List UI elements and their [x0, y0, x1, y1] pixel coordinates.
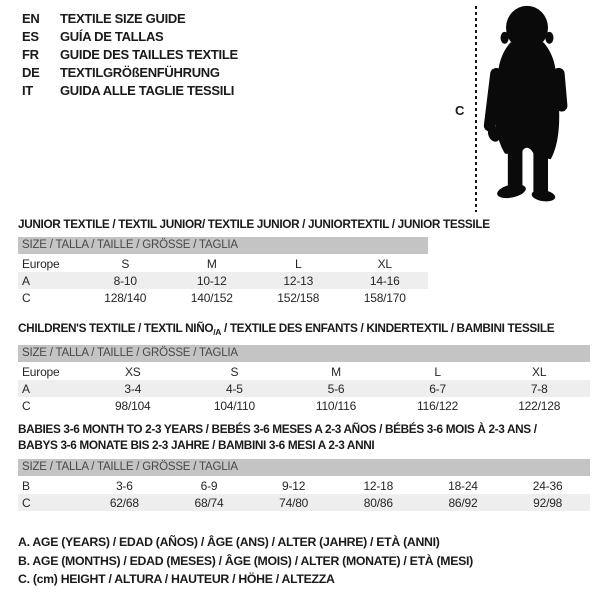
height-measure-label: C — [455, 103, 465, 118]
junior-size-header-bar: SIZE / TALLA / TAILLE / GRÖSSE / TAGLIA — [18, 237, 428, 254]
language-row-de — [22, 64, 238, 82]
table-row — [18, 494, 590, 511]
junior-size-table — [18, 255, 428, 306]
size-value: 4-5 — [184, 380, 286, 397]
size-value: 122/128 — [518, 398, 561, 413]
table-row — [18, 397, 590, 414]
children-section-title — [18, 321, 554, 335]
language-list — [22, 10, 238, 100]
language-code: DE — [22, 65, 40, 80]
size-value: 104/110 — [213, 398, 255, 413]
children-title-suffix: / TEXTILE DES ENFANTS / KINDERTEXTIL / BAMBINI TESSILE — [221, 321, 555, 335]
size-value: 116/122 — [417, 398, 459, 413]
table-row — [18, 363, 590, 380]
language-label: TEXTILGRÖßENFÜHRUNG — [60, 65, 220, 80]
language-row-fr — [22, 46, 238, 64]
language-label: GUIDE DES TAILLES TEXTILE — [60, 47, 238, 62]
row-label: C — [22, 290, 31, 305]
size-value: 14-16 — [342, 272, 429, 289]
size-value: 158/170 — [363, 290, 406, 305]
size-value: 9-12 — [282, 478, 306, 493]
children-size-header-bar: SIZE / TALLA / TAILLE / GRÖSSE / TAGLIA — [18, 345, 590, 362]
language-code: FR — [22, 47, 39, 62]
size-value: S — [230, 364, 239, 379]
size-value: 86/92 — [421, 494, 506, 511]
size-value: 3-6 — [115, 478, 133, 493]
size-value: 68/74 — [167, 494, 252, 511]
size-value: L — [434, 364, 441, 379]
footnotes — [18, 533, 473, 589]
size-value: 3-4 — [82, 380, 184, 397]
language-code: ES — [22, 29, 39, 44]
size-value: 12-13 — [255, 272, 342, 289]
children-title-prefix: CHILDREN'S TEXTILE / TEXTIL NIÑO — [18, 321, 214, 335]
toddler-silhouette-icon — [481, 4, 573, 214]
size-value: M — [206, 256, 217, 271]
table-row — [18, 289, 428, 306]
row-label: B — [22, 478, 30, 493]
table-row — [18, 255, 428, 272]
row-label: Europe — [22, 256, 60, 271]
table-row — [18, 477, 590, 494]
language-label: GUÍA DE TALLAS — [60, 29, 164, 44]
size-value: 98/104 — [115, 398, 151, 413]
size-value: 5-6 — [285, 380, 387, 397]
language-row-es — [22, 28, 238, 46]
babies-size-header-bar: SIZE / TALLA / TAILLE / GRÖSSE / TAGLIA — [18, 459, 590, 476]
size-value: 152/158 — [277, 290, 320, 305]
children-table-wrap — [18, 345, 590, 414]
babies-title-line1: BABIES 3-6 MONTH TO 2-3 YEARS / BEBÉS 3-6 MESES A 2-3 AÑOS / BÉBÉS 3-6 MOIS À 2-3 ANS / — [18, 422, 537, 436]
babies-title-line2: BABYS 3-6 MONATE BIS 2-3 JAHRE / BAMBINI 3-6 MESI A 2-3 ANNI — [18, 437, 375, 452]
height-measure-dashed-line — [475, 6, 477, 212]
language-label: GUIDA ALLE TAGLIE TESSILI — [60, 83, 235, 98]
row-label: A — [18, 380, 82, 397]
children-size-table — [18, 363, 590, 414]
language-code: EN — [22, 11, 40, 26]
size-value: 140/152 — [190, 290, 233, 305]
row-label: Europe — [22, 364, 60, 379]
note-height-cm: C. (cm) HEIGHT / ALTURA / HAUTEUR / HÖHE / ALTEZZA — [18, 572, 335, 586]
size-value: 12-18 — [363, 478, 394, 493]
size-value: S — [121, 256, 130, 271]
size-value: XL — [377, 256, 392, 271]
size-value: M — [331, 364, 341, 379]
size-value: 62/68 — [82, 494, 167, 511]
size-value: 92/98 — [505, 494, 590, 511]
language-code: IT — [22, 83, 33, 98]
language-row-it — [22, 82, 238, 100]
note-age-years: A. AGE (YEARS) / EDAD (AÑOS) / ÂGE (ANS) / ALTER (JAHRE) / ETÀ (ANNI) — [18, 535, 440, 549]
size-value: 128/140 — [104, 290, 147, 305]
row-label: C — [22, 398, 31, 413]
table-row — [18, 272, 428, 289]
size-value: 74/80 — [251, 494, 336, 511]
size-value: 6-9 — [200, 478, 218, 493]
size-value: 18-24 — [448, 478, 478, 493]
size-value: L — [295, 256, 302, 271]
size-value: XL — [532, 364, 547, 379]
table-row — [18, 380, 590, 397]
babies-section-title — [18, 422, 537, 453]
size-value: 6-7 — [387, 380, 489, 397]
row-label: A — [18, 272, 82, 289]
note-age-months: B. AGE (MONTHS) / EDAD (MESES) / ÂGE (MOIS) / ALTER (MONATE) / ETÀ (MESI) — [18, 553, 473, 568]
size-value: 8-10 — [82, 272, 169, 289]
size-value: 24-36 — [532, 478, 563, 493]
babies-table-wrap — [18, 459, 590, 511]
size-value: 10-12 — [169, 272, 256, 289]
size-value: 7-8 — [488, 380, 590, 397]
size-value: 80/86 — [336, 494, 421, 511]
language-row-en — [22, 10, 238, 28]
size-value: XS — [124, 364, 141, 379]
row-label: C — [18, 494, 82, 511]
junior-section-title: JUNIOR TEXTILE / TEXTIL JUNIOR/ TEXTILE JUNIOR / JUNIORTEXTIL / JUNIOR TESSILE — [18, 217, 490, 231]
size-value: 110/116 — [315, 398, 357, 413]
babies-size-table — [18, 477, 590, 511]
children-title-subscript: /A — [213, 326, 222, 337]
junior-table-wrap — [18, 237, 428, 306]
language-label: TEXTILE SIZE GUIDE — [60, 11, 186, 26]
